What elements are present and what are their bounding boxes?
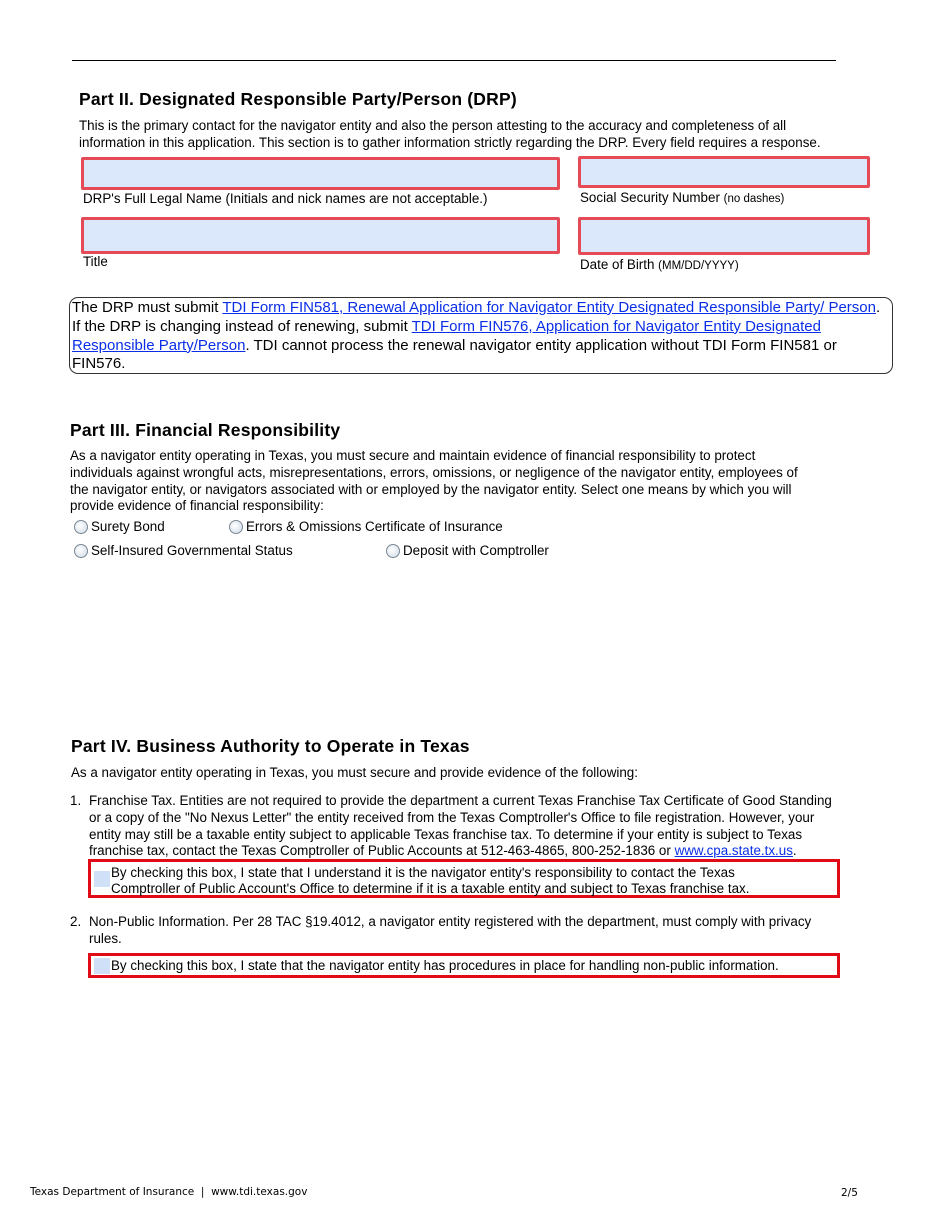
part2-heading: Part II. Designated Responsible Party/Person (DRP) <box>79 89 517 109</box>
radio-icon[interactable] <box>229 520 243 534</box>
item1-text: Franchise Tax. Entities are not required to provide the department a current Texas Franchise Tax Certificate of Good Standing or a copy of the "No Nexus Letter" the entity received from the Texas Comptroller's Office to file registration. However, your entity may still be a taxable entity subject to applicable Texas franchise tax. To determine if your entity is subject to Texas franchise tax, contact the Texas Comptroller of Public Accounts at 512-463-4865, 800-252-1836 or www.cpa.state.tx.us. <box>89 793 832 859</box>
footer-agency: Texas Department of Insurance | www.tdi.texas.gov <box>30 1186 308 1198</box>
item2-text: Non-Public Information. Per 28 TAC §19.4012, a navigator entity registered with the department, must comply with privacy rules. <box>89 914 812 946</box>
drp-full-name-label: DRP's Full Legal Name (Initials and nick names are not acceptable.) <box>83 191 488 206</box>
franchise-tax-checkbox[interactable] <box>94 871 110 887</box>
fin576-link[interactable]: TDI Form FIN576, Application for Navigator Entity Designated Responsible Party/Person <box>72 317 821 354</box>
item2-number: 2. <box>70 914 82 929</box>
franchise-tax-acknowledgement: By checking this box, I state that I understand it is the navigator entity's responsibility to contact the Texas Comptroller of Public Account's Office to determine if it is a taxable entity and subject to Texas franchise tax. <box>88 859 840 898</box>
drp-notice-box: The DRP must submit TDI Form FIN581, Renewal Application for Navigator Entity Designated Responsible Party/ Person. If the DRP is changing instead of renewing, submit TDI Form FIN576, Application for Navigator Entity Designated Responsible Party/Person. TDI cannot process the renewal navigator entity application without TDI Form FIN581 or FIN576. <box>69 297 893 374</box>
option-errors-omissions[interactable]: Errors & Omissions Certificate of Insurance <box>229 519 503 534</box>
radio-icon[interactable] <box>74 520 88 534</box>
option-deposit-comptroller[interactable]: Deposit with Comptroller <box>386 543 549 558</box>
drp-full-name-input[interactable] <box>81 157 560 190</box>
ssn-label: Social Security Number (no dashes) <box>580 190 785 205</box>
part2-intro: This is the primary contact for the navigator entity and also the person attesting to the accuracy and completeness of all information in this application. This section is to gather information strictly regarding the DRP. Every field requires a response. <box>79 118 821 150</box>
part4-intro: As a navigator entity operating in Texas, you must secure and provide evidence of the following: <box>71 765 638 780</box>
cpa-link[interactable]: www.cpa.state.tx.us <box>674 843 793 859</box>
part3-intro: As a navigator entity operating in Texas, you must secure and maintain evidence of financial responsibility to protect individuals against wrongful acts, misrepresentations, errors, omissions, or negligence of the navigator entity, employees of the navigator entity, or navigators associated with or employed by the navigator entity. Select one means by which you will provide evidence of financial responsibility: <box>70 448 798 514</box>
part4-heading: Part IV. Business Authority to Operate in Texas <box>71 736 470 756</box>
top-divider <box>72 60 836 61</box>
dob-label: Date of Birth (MM/DD/YYYY) <box>580 257 739 272</box>
ssn-input[interactable] <box>578 156 870 188</box>
page-number: 2/5 <box>841 1187 858 1199</box>
dob-input[interactable] <box>578 217 870 255</box>
part3-heading: Part III. Financial Responsibility <box>70 420 341 440</box>
fin581-link[interactable]: TDI Form FIN581, Renewal Application for Navigator Entity Designated Responsible Party/ Person <box>222 299 876 316</box>
item1-number: 1. <box>70 793 82 808</box>
title-label: Title <box>83 254 108 269</box>
radio-icon[interactable] <box>74 544 88 558</box>
non-public-info-acknowledgement: By checking this box, I state that the navigator entity has procedures in place for handling non-public information. <box>88 953 840 978</box>
radio-icon[interactable] <box>386 544 400 558</box>
option-self-insured[interactable]: Self-Insured Governmental Status <box>74 543 293 558</box>
title-input[interactable] <box>81 217 560 254</box>
non-public-info-checkbox[interactable] <box>94 958 110 974</box>
option-surety-bond[interactable]: Surety Bond <box>74 519 165 534</box>
